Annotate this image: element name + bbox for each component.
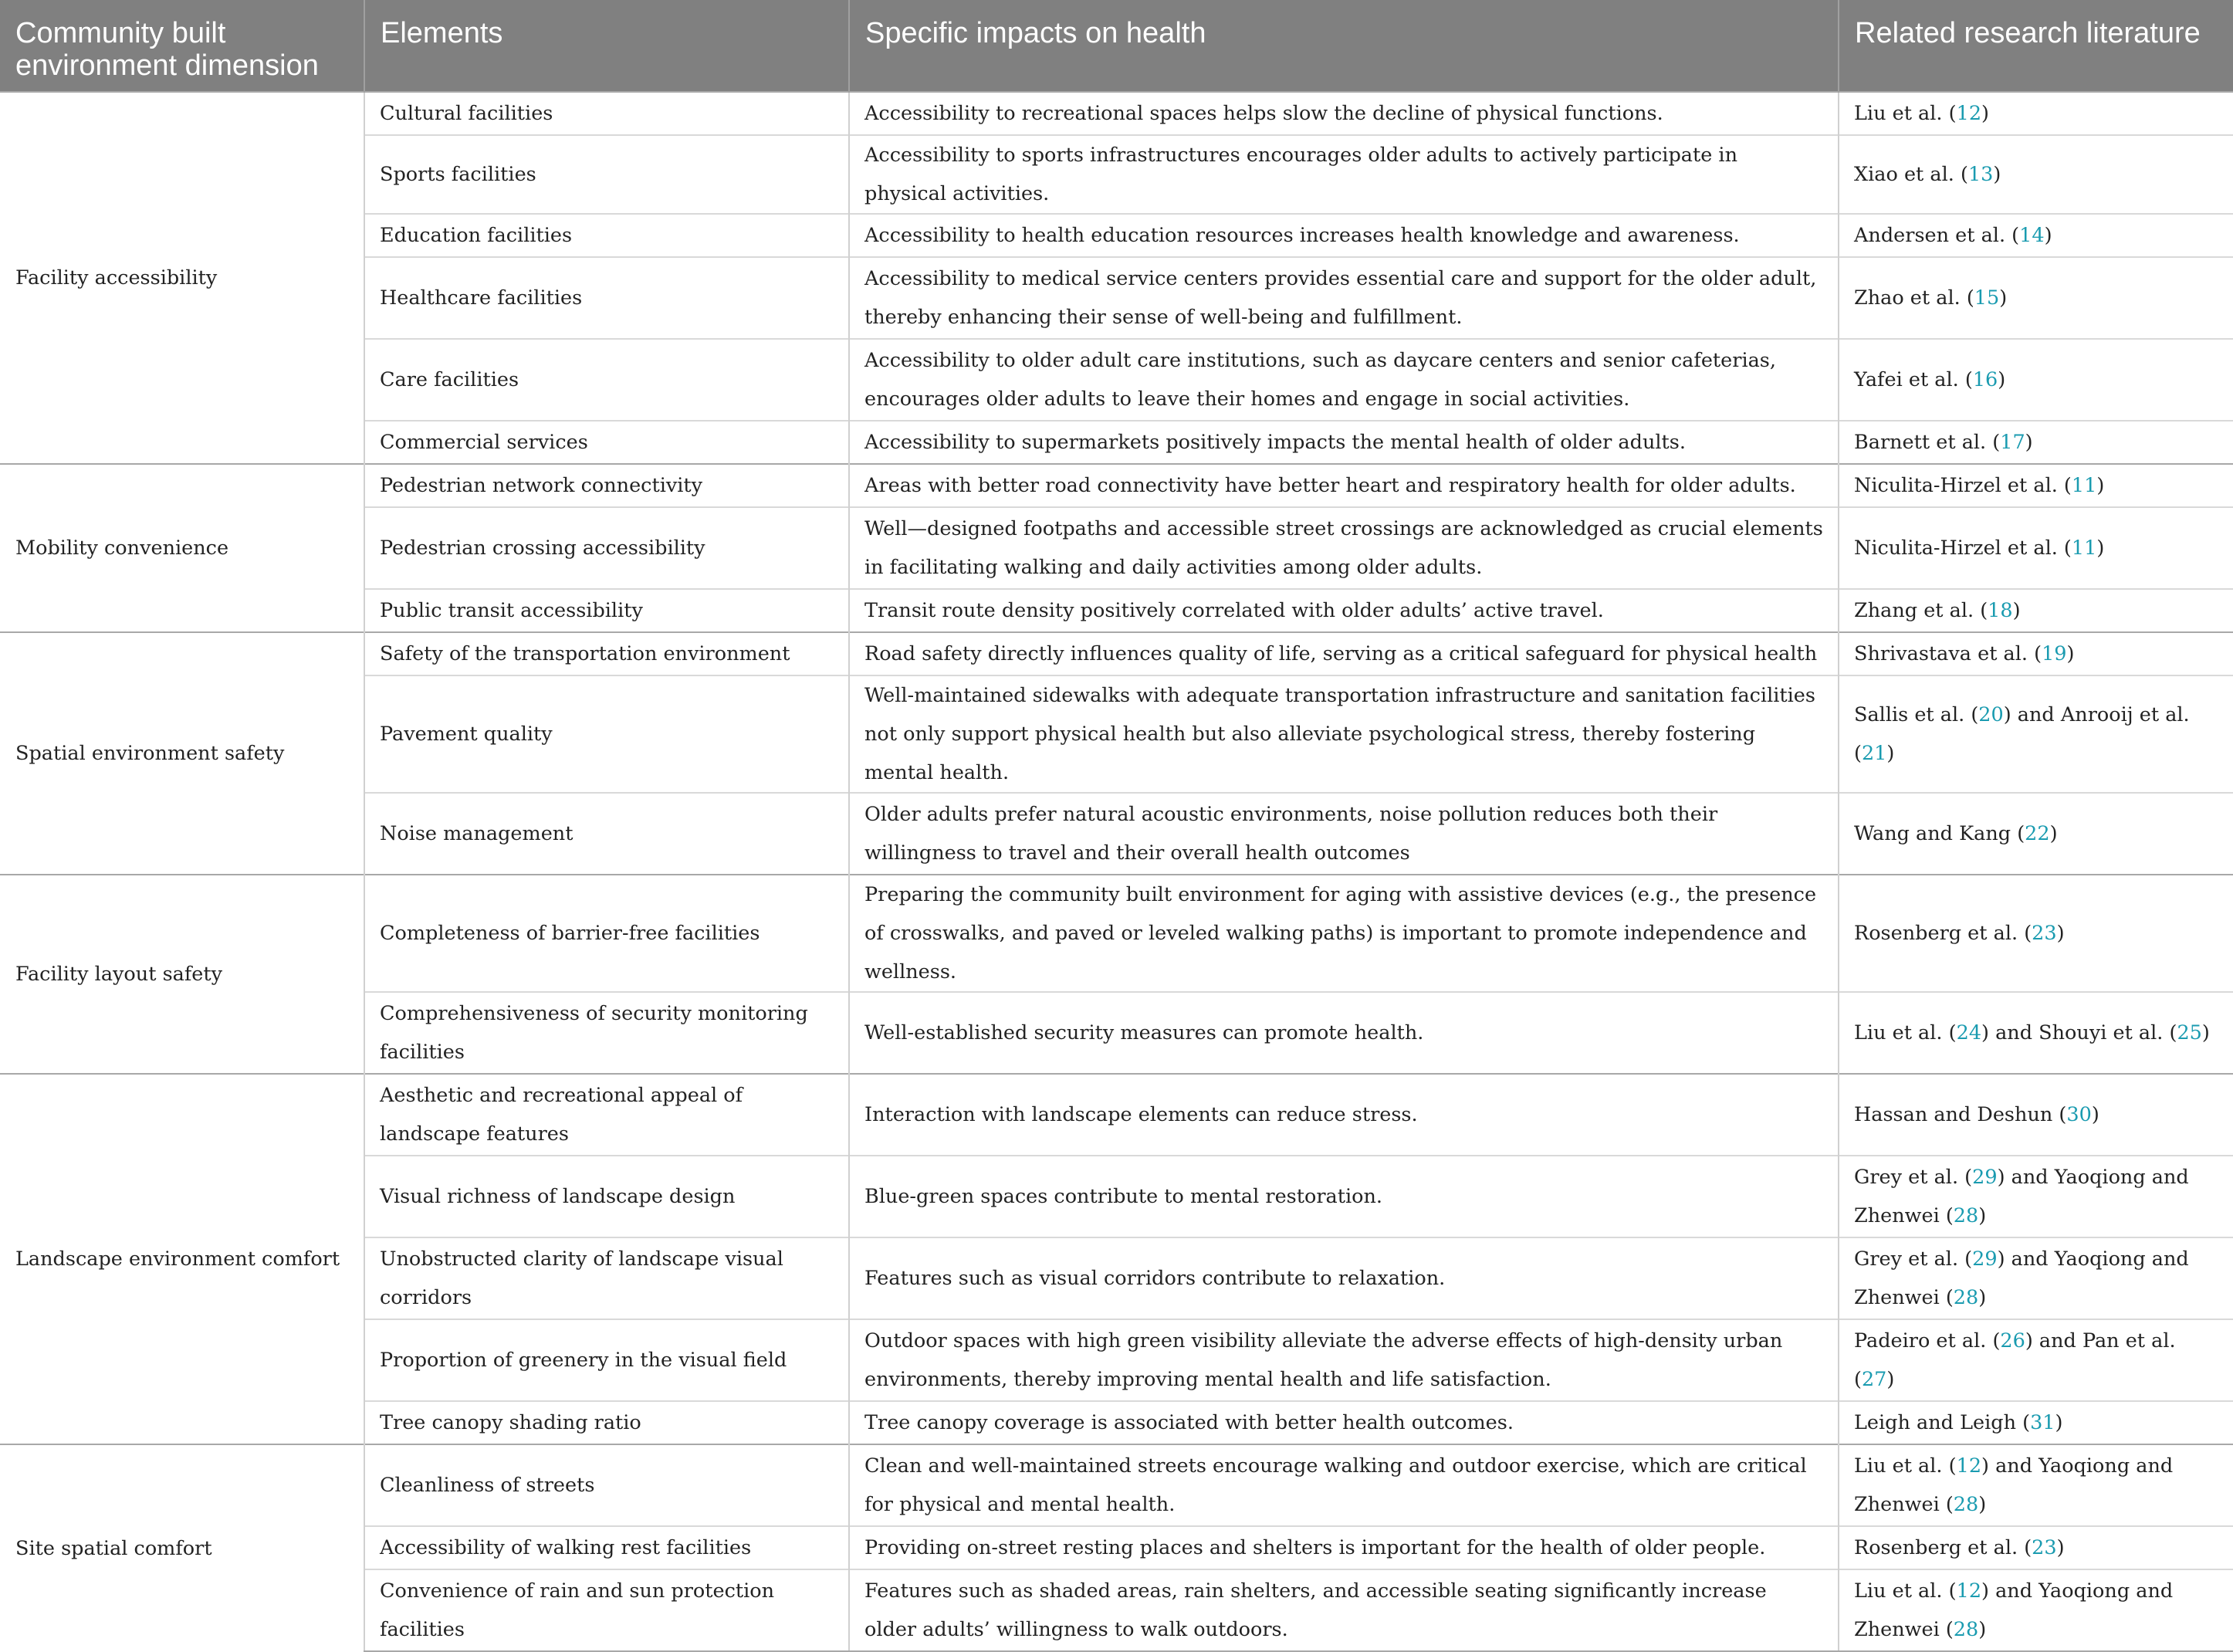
element-cell: Convenience of rain and sun protection facilities xyxy=(364,1569,849,1651)
reference-text: ) xyxy=(1993,163,2001,186)
impact-cell: Features such as shaded areas, rain shelters, and accessible seating significantly increase older adults’ willingness to walk outdoors. xyxy=(849,1569,1839,1651)
citation-link[interactable]: 31 xyxy=(2030,1411,2055,1434)
header-impacts: Specific impacts on health xyxy=(849,0,1839,92)
reference-text: Zhang et al. ( xyxy=(1854,599,1988,622)
impact-cell: Outdoor spaces with high green visibility alleviate the adverse effects of high-density urban environments, thereby improving mental health and life satisfaction. xyxy=(849,1319,1839,1401)
reference-text: Liu et al. ( xyxy=(1854,102,1957,125)
reference-text: ) xyxy=(1998,368,2006,391)
reference-cell xyxy=(1839,421,2233,464)
citation-link[interactable]: 23 xyxy=(2032,922,2057,945)
citation-link[interactable]: 20 xyxy=(1978,703,2004,726)
impact-cell: Well-maintained sidewalks with adequate transportation infrastructure and sanitation facilities not only support physical health but also alleviate psychological stress, thereby fostering mental health. xyxy=(849,675,1839,793)
reference-text: Rosenberg et al. ( xyxy=(1854,922,2032,945)
element-cell: Noise management xyxy=(364,793,849,875)
element-cell: Public transit accessibility xyxy=(364,589,849,632)
citation-link[interactable]: 19 xyxy=(2042,642,2067,665)
citation-link[interactable]: 11 xyxy=(2071,474,2097,497)
reference-text: Leigh and Leigh ( xyxy=(1854,1411,2031,1434)
element-cell: Completeness of barrier-free facilities xyxy=(364,875,849,992)
impact-cell: Accessibility to recreational spaces helps slow the decline of physical functions. xyxy=(849,92,1839,135)
table-row xyxy=(0,875,2233,992)
reference-cell xyxy=(1839,1156,2233,1237)
reference-cell xyxy=(1839,135,2233,214)
reference-text: ) and Pan et al. ( xyxy=(1854,1329,2176,1391)
element-cell: Cleanliness of streets xyxy=(364,1444,849,1526)
citation-link[interactable]: 28 xyxy=(1953,1286,1979,1309)
dimension-cell: Spatial environment safety xyxy=(0,632,364,875)
citation-link[interactable]: 30 xyxy=(2066,1103,2092,1126)
reference-text: Liu et al. ( xyxy=(1854,1021,1957,1044)
impact-cell: Providing on-street resting places and shelters is important for the health of older people. xyxy=(849,1526,1839,1569)
reference-cell xyxy=(1839,214,2233,257)
dimension-cell: Site spatial comfort xyxy=(0,1444,364,1651)
citation-link[interactable]: 27 xyxy=(1861,1368,1887,1391)
reference-text: ) xyxy=(1978,1286,1987,1309)
reference-text: ) xyxy=(1999,286,2008,310)
reference-text: ) xyxy=(1978,1618,1987,1641)
reference-text: Liu et al. ( xyxy=(1854,1454,1957,1478)
element-cell: Visual richness of landscape design xyxy=(364,1156,849,1237)
reference-text: ) xyxy=(1978,1493,1987,1516)
element-cell: Commercial services xyxy=(364,421,849,464)
element-cell: Pedestrian crossing accessibility xyxy=(364,507,849,589)
reference-cell xyxy=(1839,1237,2233,1319)
reference-cell xyxy=(1839,1444,2233,1526)
reference-cell xyxy=(1839,875,2233,992)
impact-cell: Tree canopy coverage is associated with better health outcomes. xyxy=(849,1401,1839,1444)
reference-text: ) xyxy=(2012,599,2021,622)
citation-link[interactable]: 17 xyxy=(2000,431,2025,454)
impact-cell: Well—designed footpaths and accessible street crossings are acknowledged as crucial elements in facilitating walking and daily activities among older adults. xyxy=(849,507,1839,589)
citation-link[interactable]: 12 xyxy=(1956,1454,1982,1478)
element-cell: Unobstructed clarity of landscape visual corridors xyxy=(364,1237,849,1319)
citation-link[interactable]: 18 xyxy=(1988,599,2013,622)
reference-text: Andersen et al. ( xyxy=(1854,224,2020,247)
impact-cell: Well-established security measures can promote health. xyxy=(849,992,1839,1074)
dimension-cell: Facility accessibility xyxy=(0,92,364,464)
reference-text: Hassan and Deshun ( xyxy=(1854,1103,2067,1126)
table-row xyxy=(0,92,2233,135)
citation-link[interactable]: 25 xyxy=(2177,1021,2202,1044)
reference-cell xyxy=(1839,1526,2233,1569)
reference-text: Barnett et al. ( xyxy=(1854,431,2001,454)
element-cell: Aesthetic and recreational appeal of landscape features xyxy=(364,1074,849,1156)
reference-text: ) and Yaoqiong and Zhenwei ( xyxy=(1854,1579,2174,1641)
impact-cell: Clean and well-maintained streets encourage walking and outdoor exercise, which are critical for physical and mental health. xyxy=(849,1444,1839,1526)
header-row xyxy=(0,0,2233,92)
reference-text: Liu et al. ( xyxy=(1854,1579,1957,1603)
impact-cell: Accessibility to medical service centers provides essential care and support for the older adult, thereby enhancing their sense of well-being and fulfillment. xyxy=(849,257,1839,339)
table-row xyxy=(0,1074,2233,1156)
impact-cell: Interaction with landscape elements can reduce stress. xyxy=(849,1074,1839,1156)
citation-link[interactable]: 11 xyxy=(2071,537,2097,560)
impact-cell: Accessibility to supermarkets positively impacts the mental health of older adults. xyxy=(849,421,1839,464)
citation-link[interactable]: 29 xyxy=(1972,1247,1998,1271)
element-cell: Healthcare facilities xyxy=(364,257,849,339)
reference-text: ) and Yaoqiong and Zhenwei ( xyxy=(1854,1454,2174,1516)
reference-text: ) xyxy=(1886,742,1895,765)
table-header xyxy=(0,0,2233,92)
citation-link[interactable]: 16 xyxy=(1972,368,1998,391)
reference-cell xyxy=(1839,1319,2233,1401)
dimension-cell: Facility layout safety xyxy=(0,875,364,1074)
reference-text: ) and Shouyi et al. ( xyxy=(1981,1021,2177,1044)
reference-cell xyxy=(1839,1074,2233,1156)
element-cell: Accessibility of walking rest facilities xyxy=(364,1526,849,1569)
element-cell: Safety of the transportation environment xyxy=(364,632,849,675)
reference-text: ) xyxy=(2056,922,2065,945)
citation-link[interactable]: 22 xyxy=(2025,822,2050,845)
element-cell: Proportion of greenery in the visual field xyxy=(364,1319,849,1401)
reference-text: Xiao et al. ( xyxy=(1854,163,1968,186)
reference-text: ) xyxy=(2056,1536,2065,1559)
reference-cell xyxy=(1839,675,2233,793)
reference-cell xyxy=(1839,992,2233,1074)
dimension-cell: Landscape environment comfort xyxy=(0,1074,364,1444)
reference-text: Wang and Kang ( xyxy=(1854,822,2025,845)
citation-link[interactable]: 12 xyxy=(1956,102,1982,125)
reference-text: Zhao et al. ( xyxy=(1854,286,1974,310)
reference-text: ) xyxy=(1978,1204,1987,1227)
reference-text: Sallis et al. ( xyxy=(1854,703,1979,726)
reference-text: ) xyxy=(2055,1411,2063,1434)
reference-text: ) and Anrooij et al. ( xyxy=(1854,703,2190,765)
element-cell: Comprehensiveness of security monitoring facilities xyxy=(364,992,849,1074)
citation-link[interactable]: 29 xyxy=(1972,1166,1998,1189)
reference-text: Padeiro et al. ( xyxy=(1854,1329,2001,1352)
header-elements: Elements xyxy=(364,0,849,92)
impact-cell: Accessibility to sports infrastructures encourages older adults to actively participate in physical activities. xyxy=(849,135,1839,214)
citation-link[interactable]: 24 xyxy=(1956,1021,1982,1044)
impact-cell: Accessibility to older adult care institutions, such as daycare centers and senior cafeterias, encourages older adults to leave their homes and engage in social activities. xyxy=(849,339,1839,421)
reference-cell xyxy=(1839,1569,2233,1651)
impact-cell: Older adults prefer natural acoustic environments, noise pollution reduces both their willingness to travel and their overall health outcomes xyxy=(849,793,1839,875)
impact-cell: Areas with better road connectivity have better heart and respiratory health for older adults. xyxy=(849,464,1839,507)
element-cell: Pedestrian network connectivity xyxy=(364,464,849,507)
citation-link[interactable]: 26 xyxy=(2000,1329,2025,1352)
citation-link[interactable]: 12 xyxy=(1956,1579,1982,1603)
reference-text: ) xyxy=(2044,224,2052,247)
table-row xyxy=(0,1444,2233,1526)
reference-text: ) xyxy=(1981,102,1989,125)
reference-cell xyxy=(1839,632,2233,675)
reference-cell xyxy=(1839,589,2233,632)
reference-text: Shrivastava et al. ( xyxy=(1854,642,2042,665)
reference-text: Yafei et al. ( xyxy=(1854,368,1973,391)
reference-text: Niculita-Hirzel et al. ( xyxy=(1854,537,2072,560)
impact-cell: Transit route density positively correlated with older adults’ active travel. xyxy=(849,589,1839,632)
impact-cell: Road safety directly influences quality of life, serving as a critical safeguard for physical health xyxy=(849,632,1839,675)
reference-cell xyxy=(1839,507,2233,589)
citation-link[interactable]: 21 xyxy=(1861,742,1887,765)
reference-cell xyxy=(1839,1401,2233,1444)
reference-text: ) xyxy=(2096,537,2105,560)
element-cell: Pavement quality xyxy=(364,675,849,793)
element-cell: Education facilities xyxy=(364,214,849,257)
citation-link[interactable]: 15 xyxy=(1974,286,2000,310)
impact-cell: Features such as visual corridors contribute to relaxation. xyxy=(849,1237,1839,1319)
reference-cell xyxy=(1839,92,2233,135)
impact-cell: Blue-green spaces contribute to mental restoration. xyxy=(849,1156,1839,1237)
citation-link[interactable]: 14 xyxy=(2019,224,2045,247)
reference-text: ) and Yaoqiong and Zhenwei ( xyxy=(1854,1247,2189,1309)
reference-text: ) xyxy=(2066,642,2075,665)
dimension-cell: Mobility convenience xyxy=(0,464,364,632)
citation-link[interactable]: 23 xyxy=(2032,1536,2057,1559)
reference-text: Grey et al. ( xyxy=(1854,1166,1973,1189)
table-body xyxy=(0,92,2233,1651)
impact-cell: Preparing the community built environment for aging with assistive devices (e.g., the presence of crosswalks, and paved or leveled walking paths) is important to promote independence and wellness. xyxy=(849,875,1839,992)
reference-text: ) xyxy=(2201,1021,2210,1044)
reference-cell xyxy=(1839,339,2233,421)
impact-cell: Accessibility to health education resources increases health knowledge and awareness. xyxy=(849,214,1839,257)
reference-text: ) xyxy=(2091,1103,2099,1126)
reference-text: ) xyxy=(2025,431,2033,454)
header-literature: Related research literature xyxy=(1839,0,2233,92)
reference-text: Grey et al. ( xyxy=(1854,1247,1973,1271)
citation-link[interactable]: 28 xyxy=(1953,1493,1979,1516)
element-cell: Tree canopy shading ratio xyxy=(364,1401,849,1444)
element-cell: Cultural facilities xyxy=(364,92,849,135)
reference-text: Rosenberg et al. ( xyxy=(1854,1536,2032,1559)
reference-text: ) xyxy=(1886,1368,1895,1391)
reference-cell xyxy=(1839,793,2233,875)
reference-cell xyxy=(1839,464,2233,507)
reference-text: ) xyxy=(2049,822,2058,845)
element-cell: Care facilities xyxy=(364,339,849,421)
citation-link[interactable]: 28 xyxy=(1953,1204,1979,1227)
reference-text: ) and Yaoqiong and Zhenwei ( xyxy=(1854,1166,2189,1227)
header-dimension: Community built environment dimension xyxy=(0,0,364,92)
citation-link[interactable]: 13 xyxy=(1967,163,1994,186)
reference-cell xyxy=(1839,257,2233,339)
reference-text: ) xyxy=(2096,474,2105,497)
table-row xyxy=(0,464,2233,507)
element-cell: Sports facilities xyxy=(364,135,849,214)
reference-text: Niculita-Hirzel et al. ( xyxy=(1854,474,2072,497)
citation-link[interactable]: 28 xyxy=(1953,1618,1979,1641)
table-row xyxy=(0,632,2233,675)
